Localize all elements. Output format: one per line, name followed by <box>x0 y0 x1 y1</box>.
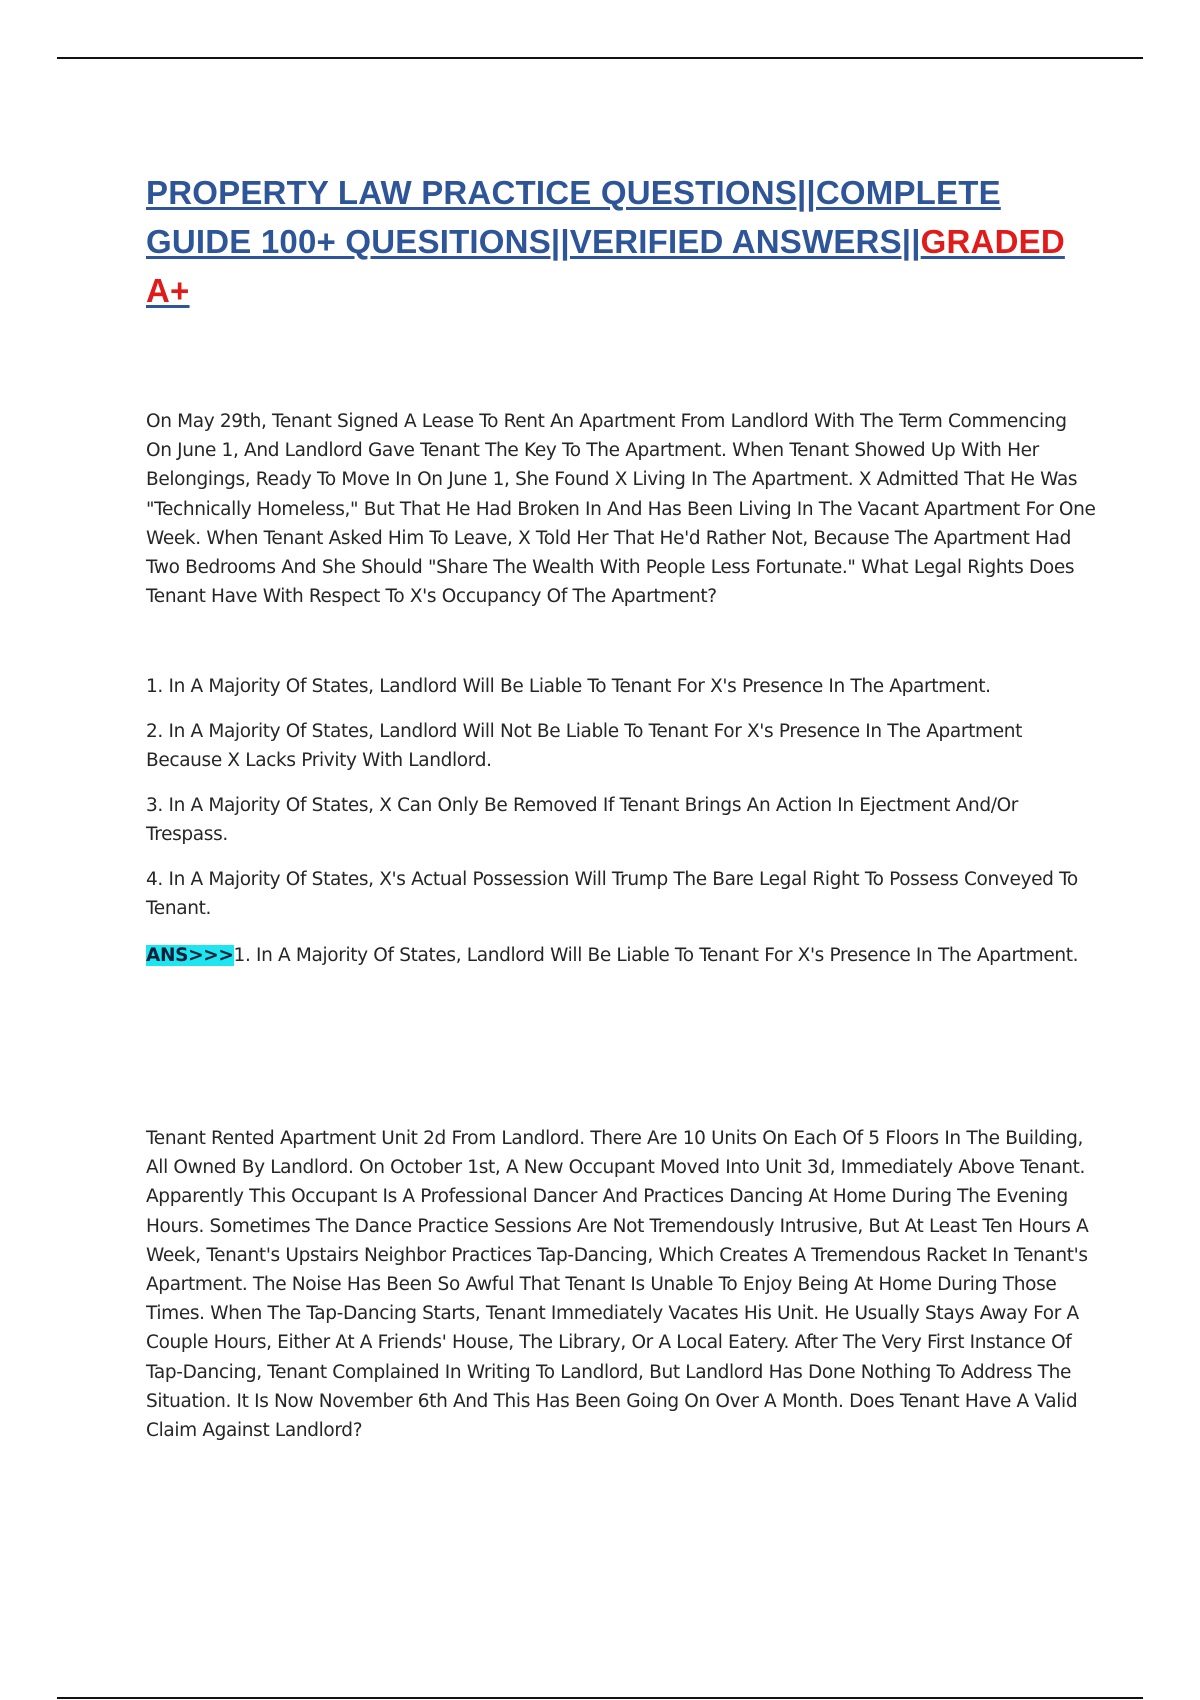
document-title <box>146 168 1106 315</box>
question-1-answer <box>146 941 1106 970</box>
option-4: 4. In A Majority Of States, X's Actual Possession Will Trump The Bare Legal Right To Possess Conveyed To Tenant. <box>146 868 1078 919</box>
option-3: 3. In A Majority Of States, X Can Only Be Removed If Tenant Brings An Action In Ejectment And/Or Trespass. <box>146 794 1019 845</box>
title-main: PROPERTY LAW PRACTICE QUESTIONS||COMPLETE GUIDE 100+ QUESITIONS||VERIFIED ANSWERS|| <box>146 174 1001 260</box>
title-grade-highlight: GRADED A+ <box>146 223 1065 309</box>
question-2-text: Tenant Rented Apartment Unit 2d From Landlord. There Are 10 Units On Each Of 5 Floors In The Building, All Owned By Landlord. On October 1st, A New Occupant Moved Into Unit 3d, Immediately Above Tenant. Apparently This Occupant Is A Professional Dancer And Practices Dancing At Home During The Evening Hours. Sometimes The Dance Practice Sessions Are Not Tremendously Intrusive, But At Least Ten Hours A Week, Tenant's Upstairs Neighbor Practices Tap-Dancing, Which Creates A Tremendous Racket In Tenant's Apartment. The Noise Has Been So Awful That Tenant Is Unable To Enjoy Being At Home During Those Times. When The Tap-Dancing Starts, Tenant Immediately Vacates His Unit. He Usually Stays Away For A Couple Hours, Either At A Friends' House, The Library, Or A Local Eatery. After The Very First Instance Of Tap-Dancing, Tenant Complained In Writing To Landlord, But Landlord Has Done Nothing To Address The Situation. It Is Now November 6th And This Has Been Going On Over A Month. Does Tenant Have A Valid Claim Against Landlord? <box>146 1128 1089 1442</box>
answer-text: 1. In A Majority Of States, Landlord Will Be Liable To Tenant For X's Presence In The Apartment. <box>233 945 1079 966</box>
question-1-text: On May 29th, Tenant Signed A Lease To Rent An Apartment From Landlord With The Term Commencing On June 1, And Landlord Gave Tenant The Key To The Apartment. When Tenant Showed Up With Her Belongings, Ready To Move In On June 1, She Found X Living In The Apartment. X Admitted That He Was "Technically Homeless," But That He Had Broken In And Has Been Living In The Vacant Apartment For One Week. When Tenant Asked Him To Leave, X Told Her That He'd Rather Not, Because The Apartment Had Two Bedrooms And She Should "Share The Wealth With People Less Fortunate." What Legal Rights Does Tenant Have With Respect To X's Occupancy Of The Apartment? <box>146 411 1096 608</box>
header-rule <box>57 57 1143 59</box>
option-1: 1. In A Majority Of States, Landlord Will Be Liable To Tenant For X's Presence In The Apartment. <box>146 676 991 697</box>
option-2: 2. In A Majority Of States, Landlord Will Not Be Liable To Tenant For X's Presence In The Apartment Because X Lacks Privity With Landlord. <box>146 720 1023 771</box>
footer-rule <box>57 1697 1143 1699</box>
question-1-options <box>146 672 1096 938</box>
answer-tag: ANS>>> <box>146 945 234 966</box>
